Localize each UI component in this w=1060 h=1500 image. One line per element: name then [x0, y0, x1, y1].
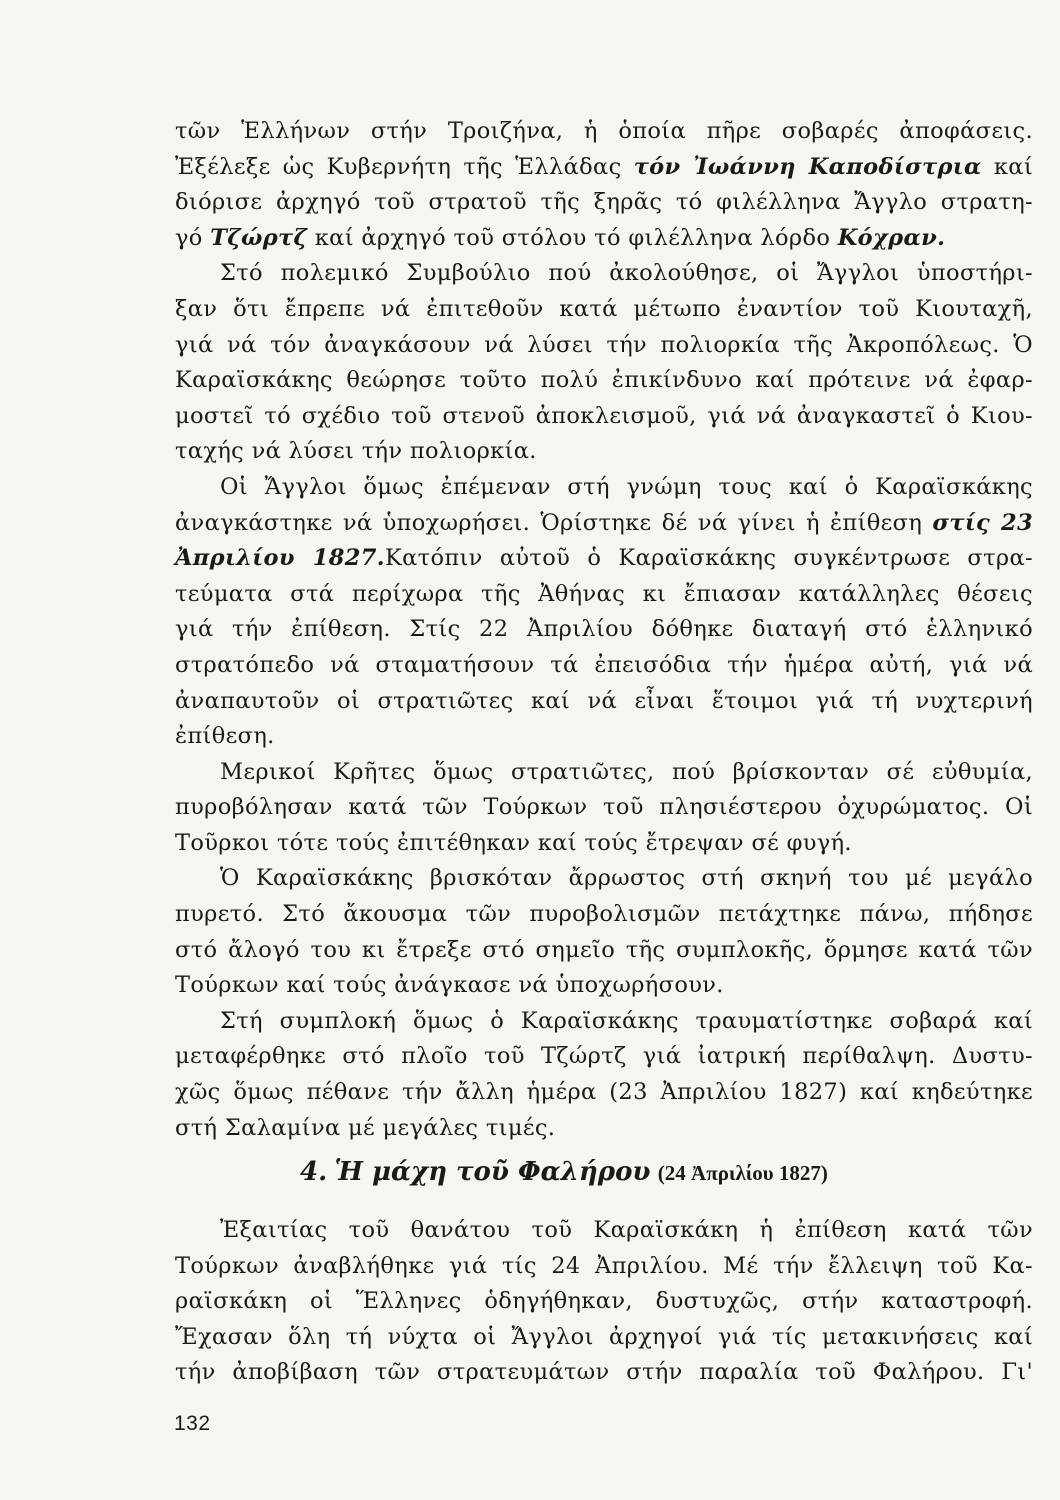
text-line: Τούρκων καί τούς ἀνάγκασε νά ὑποχωρήσουν. — [175, 972, 724, 999]
text-line: Καραϊσκάκης θεώρησε τοῦτο πολύ ἐπικίνδυνο καί πρότεινε νά ἐφαρ- — [175, 367, 1033, 394]
text-line: διόρισε ἀρχηγό τοῦ στρατοῦ τῆς ξηρᾶς τό φιλέλληνα Ἄγγλο στρατη- — [175, 189, 1033, 216]
text-line: ἀναγκάστηκε νά ὑποχωρήσει. Ὁρίστηκε δέ νά γίνει ἡ ἐπίθεση στίς 23 — [175, 509, 1033, 536]
text-line: γιά τήν ἐπίθεση. Στίς 22 Ἀπριλίου δόθηκε διαταγή στό ἑλληνικό — [175, 616, 1033, 643]
text-line: Στή συμπλοκή ὅμως ὁ Καραϊσκάκης τραυματίστηκε σοβαρά καί — [220, 1007, 1033, 1034]
text-line: στό ἄλογό του κι ἔτρεξε στό σημεῖο τῆς συμπλοκῆς, ὅρμησε κατά τῶν — [175, 936, 1033, 963]
text-line: ἀναπαυτοῦν οἱ στρατιῶτες καί νά εἶναι ἕτοιμοι γιά τή νυχτερινή — [175, 687, 1033, 714]
section-date: (24 Ἀπριλίου 1827) — [657, 1161, 828, 1185]
text-line: τῶν Ἑλλήνων στήν Τροιζήνα, ἡ ὁποία πῆρε σοβαρές ἀποφάσεις. — [175, 118, 1033, 144]
text-line: τεύματα στά περίχωρα τῆς Ἀθήνας κι ἔπιασαν κατάλληλες θέσεις — [175, 580, 1033, 607]
text-line: γό Τζώρτζ καί ἀρχηγό τοῦ στόλου τό φιλέλληνα λόρδο Κόχραν. — [175, 224, 946, 251]
text-line: ραϊσκάκη οἱ Ἕλληνες ὁδηγήθηκαν, δυστυχῶς, στήν καταστροφή. — [175, 1288, 1033, 1315]
text-line: στή Σαλαμίνα μέ μεγάλες τιμές. — [175, 1114, 556, 1141]
text-line: ἐπίθεση. — [175, 723, 275, 750]
text-line: Μερικοί Κρῆτες ὅμως στρατιῶτες, πού βρίσκονταν σέ εὐθυμία, — [220, 758, 1033, 785]
text-line: ξαν ὅτι ἔπρεπε νά ἐπιτεθοῦν κατά μέτωπο ἐναντίον τοῦ Κιουταχῆ, — [175, 295, 1033, 322]
emphasis-date: στίς 23 — [932, 509, 1033, 536]
page-number: 132 — [174, 1412, 211, 1435]
section-text — [175, 1213, 1033, 1391]
text-line: Ἐξέλεξε ὡς Κυβερνήτη τῆς Ἑλλάδας τόν Ἰωάννη Καποδίστρια καί — [175, 153, 1033, 180]
text-line: Ἀπριλίου 1827.Κατόπιν αὐτοῦ ὁ Καραϊσκάκης συγκέντρωσε στρα- — [175, 545, 1034, 572]
text-line: μοστεῖ τό σχέδιο τοῦ στενοῦ ἀποκλεισμοῦ, γιά νά ἀναγκαστεῖ ὁ Κιου- — [175, 402, 1033, 429]
text-line: Ἔχασαν ὅλη τή νύχτα οἱ Ἄγγλοι ἀρχηγοί γιά τίς μετακινήσεις καί — [175, 1323, 1033, 1350]
section-heading — [300, 1152, 1000, 1193]
text-line: Οἱ Ἄγγλοι ὅμως ἐπέμεναν στή γνώμη τους καί ὁ Καραϊσκάκης — [220, 473, 1033, 500]
main-text — [175, 114, 1033, 1146]
text-line: στρατόπεδο νά σταματήσουν τά ἐπεισόδια τήν ἡμέρα αὐτή, γιά νά — [175, 651, 1033, 678]
emphasis-kapodistrias: τόν Ἰωάννη Καποδίστρια — [633, 153, 982, 180]
text-line: μεταφέρθηκε στό πλοῖο τοῦ Τζώρτζ γιά ἰατρική περίθαλψη. Δυστυ- — [175, 1043, 1033, 1070]
text-line: χῶς ὅμως πέθανε τήν ἄλλη ἡμέρα (23 Ἀπριλίου 1827) καί κηδεύτηκε — [175, 1079, 1033, 1106]
text-line: πυροβόλησαν κατά τῶν Τούρκων τοῦ πλησιέστερου ὀχυρώματος. Οἱ — [175, 794, 1033, 821]
text-line: Τούρκων ἀναβλήθηκε γιά τίς 24 Ἀπριλίου. Μέ τήν ἔλλειψη τοῦ Κα- — [175, 1252, 1033, 1279]
text-line: τήν ἀποβίβαση τῶν στρατευμάτων στήν παραλία τοῦ Φαλήρου. Γι' — [175, 1359, 1033, 1386]
text-line: Ἐξαιτίας τοῦ θανάτου τοῦ Καραϊσκάκη ἡ ἐπίθεση κατά τῶν — [220, 1217, 1033, 1243]
section-number: 4. — [300, 1157, 328, 1187]
emphasis-cochrane: Κόχραν. — [837, 224, 946, 251]
text-line: Τοῦρκοι τότε τούς ἐπιτέθηκαν καί τούς ἔτρεψαν σέ φυγή. — [175, 829, 852, 856]
text-line: ταχής νά λύσει τήν πολιορκία. — [175, 438, 537, 465]
text-line: γιά νά τόν ἀναγκάσουν νά λύσει τήν πολιορκία τῆς Ἀκροπόλεως. Ὁ — [175, 331, 1033, 358]
emphasis-church: Τζώρτζ — [210, 224, 308, 251]
text-line: Στό πολεμικό Συμβούλιο πού ἀκολούθησε, οἱ Ἄγγλοι ὑποστήρι- — [220, 260, 1033, 287]
text-line: Ὁ Καραϊσκάκης βρισκόταν ἄρρωστος στή σκηνή του μέ μεγάλο — [220, 865, 1033, 892]
section-title: Ἡ μάχη τοῦ Φαλήρου — [334, 1157, 651, 1187]
emphasis-date: Ἀπριλίου 1827. — [175, 545, 385, 572]
text-line: πυρετό. Στό ἄκουσμα τῶν πυροβολισμῶν πετάχτηκε πάνω, πήδησε — [175, 901, 1033, 928]
